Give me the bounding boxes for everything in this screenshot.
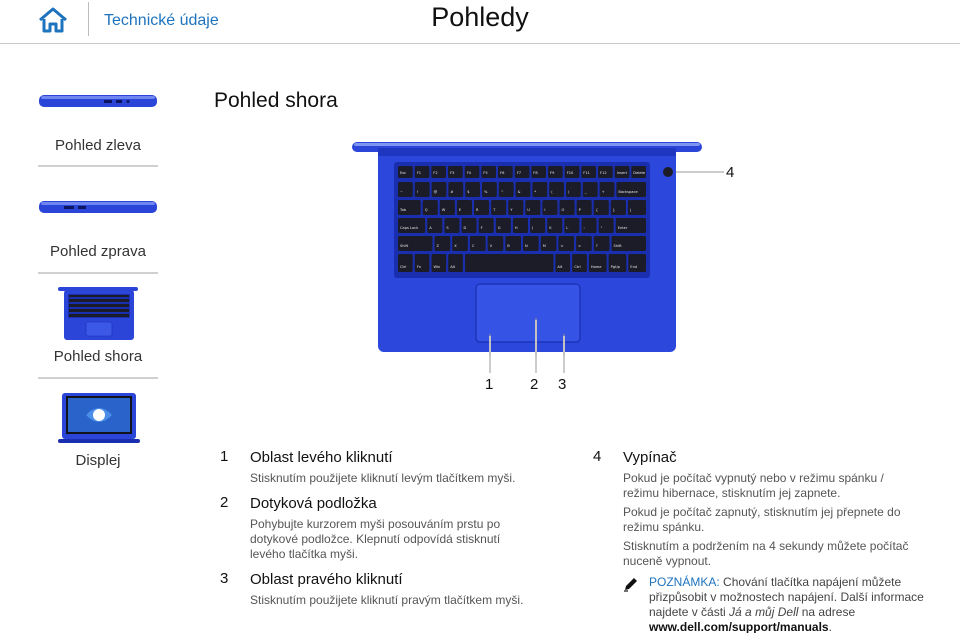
keyboard-key-label: F11 xyxy=(583,171,590,175)
sidebar-item-label: Displej xyxy=(75,452,121,469)
keyboard-key-label: : xyxy=(583,226,585,230)
keyboard-key-label: C xyxy=(471,244,475,248)
item-text: Stisknutím použijete kliknutí pravým tlačítkem myši. xyxy=(250,593,524,607)
keyboard-key-label: ? xyxy=(595,244,598,248)
item-title: Dotyková podložka xyxy=(250,495,377,512)
keyboard-key-label: + xyxy=(601,190,605,194)
note-label: POZNÁMKA: xyxy=(649,575,720,589)
descriptions-right xyxy=(593,448,943,633)
support-url-link[interactable]: www.dell.com/support/manuals xyxy=(649,620,829,633)
item-number: 1 xyxy=(220,448,229,465)
keyboard-key-label: F7 xyxy=(516,171,522,175)
keyboard-key-label: } xyxy=(612,208,616,212)
keyboard-key-label: Shift xyxy=(400,244,409,248)
keyboard-key-label: % xyxy=(484,190,488,194)
keyboard-key-label: * xyxy=(534,190,537,194)
keyboard-key-label: E xyxy=(458,208,462,212)
keyboard-key-label: Caps Lock xyxy=(400,226,419,230)
keyboard-key-label: X xyxy=(454,244,457,248)
item-title: Oblast levého kliknutí xyxy=(250,449,393,466)
keyboard-key-label: O xyxy=(561,208,565,212)
keyboard-key-label: Ctrl xyxy=(400,265,407,269)
keyboard-key-label: J xyxy=(532,226,534,230)
keyboard-key-label: F10 xyxy=(566,171,574,175)
keyboard-key-label: ! xyxy=(416,190,419,194)
keyboard-key-label: " xyxy=(600,226,603,230)
description-item xyxy=(593,448,943,633)
keyboard-key-label: G xyxy=(497,226,501,230)
pencil-icon xyxy=(623,576,639,592)
note-text-part: na adrese xyxy=(798,605,856,619)
keyboard-key-label: M xyxy=(542,244,546,248)
keyboard-key-label: F4 xyxy=(466,171,472,175)
item-title: Vypínač xyxy=(623,449,677,466)
keyboard-key-label: Y xyxy=(510,208,513,212)
note-text xyxy=(649,575,939,633)
keyboard-key-label: D xyxy=(463,226,467,230)
keyboard-key-label: F5 xyxy=(483,171,488,175)
keyboard-key-label: Q xyxy=(424,208,428,212)
keyboard-key-label: Home xyxy=(590,265,602,269)
keyboard-key-label: F8 xyxy=(533,171,538,175)
note-text-end: . xyxy=(828,620,832,633)
keyboard-key-label: Insert xyxy=(616,171,628,175)
keyboard-key-label: @ xyxy=(433,190,438,194)
callout-2: 2 xyxy=(530,376,539,393)
note-text-part: Chování tlačítka napájení můžete přizpůsobit v možnostech napájení. Další informace najdete v části xyxy=(649,575,924,619)
keyboard-key-label: A xyxy=(429,226,432,230)
keyboard-key-label: U xyxy=(527,208,530,212)
keyboard-key-label: F2 xyxy=(433,171,438,175)
keyboard-key-label: ^ xyxy=(500,190,504,194)
keyboard-key-label: | xyxy=(629,208,632,212)
keyboard-key-label: K xyxy=(549,226,552,230)
description-item xyxy=(220,448,550,486)
keyboard-key-label: F3 xyxy=(450,171,455,175)
keyboard-key-label: { xyxy=(595,208,598,212)
keyboard-key-label: R xyxy=(476,208,479,212)
keyboard-key-label: < xyxy=(560,244,564,248)
keyboard-key-label: Alt xyxy=(450,265,456,269)
keyboard-key-label: W xyxy=(441,208,446,212)
sidebar-item-label: Pohled zleva xyxy=(55,137,141,154)
sidebar-item-label: Pohled zprava xyxy=(50,243,146,260)
keyboard-key-label: N xyxy=(525,244,528,248)
keyboard-key-label: Alt xyxy=(557,265,563,269)
description-item xyxy=(220,570,550,608)
item-text: Pokud je počítač vypnutý nebo v režimu spánku / režimu hibernace, stisknutím jej zapnete. xyxy=(623,471,884,500)
keyboard-key-label: I xyxy=(544,208,546,212)
keyboard-key-label: L xyxy=(566,226,569,230)
descriptions-left xyxy=(220,448,550,616)
keyboard-key-label: Delete xyxy=(633,171,646,175)
item-text: Stisknutím použijete kliknutí levým tlačítkem myši. xyxy=(250,471,516,485)
keyboard-key-label: ) xyxy=(568,190,570,194)
keyboard-key-label: ( xyxy=(551,190,553,194)
item-title: Oblast pravého kliknutí xyxy=(250,571,403,588)
keyboard-key-label: Tab xyxy=(400,208,407,212)
keyboard-key-label: End xyxy=(630,265,638,269)
callout-4: 4 xyxy=(726,164,735,181)
keyboard-key-label: Esc xyxy=(400,171,407,175)
keyboard-key-label: F12 xyxy=(600,171,607,175)
keyboard-key-label: F6 xyxy=(500,171,505,175)
keyboard-key-label: T xyxy=(493,208,496,212)
keyboard-key-label: B xyxy=(507,244,510,248)
keyboard-key-label: Fn xyxy=(416,265,422,269)
keyboard-key-label: # xyxy=(450,190,454,194)
nav-link-technical-specs[interactable]: Technické údaje xyxy=(104,12,219,29)
keyboard-key-label: F1 xyxy=(416,171,422,175)
keyboard-key-label: V xyxy=(489,244,493,248)
item-number: 3 xyxy=(220,570,229,587)
callout-1: 1 xyxy=(485,376,494,393)
item-text: Pokud je počítač zapnutý, stisknutím jej přepnete do režimu spánku. xyxy=(623,505,901,534)
keyboard-key-label: Win xyxy=(433,265,441,269)
section-title: Pohled shora xyxy=(214,89,338,112)
description-item xyxy=(220,494,550,562)
keyboard-key-label: PgUp xyxy=(610,265,620,269)
keyboard-key-label: Z xyxy=(436,244,439,248)
keyboard-key-label: & xyxy=(517,190,521,194)
keyboard-key-label: F xyxy=(480,226,483,230)
keyboard-key-label: H xyxy=(514,226,518,230)
item-number: 2 xyxy=(220,494,229,511)
sidebar-item-label: Pohled shora xyxy=(53,348,143,365)
keyboard-key-label: Enter xyxy=(617,226,628,230)
keyboard-key-label: S xyxy=(446,226,449,230)
page-title: Pohledy xyxy=(431,2,529,32)
keyboard-key-label: F9 xyxy=(550,171,555,175)
keyboard-key-label: ~ xyxy=(400,190,404,194)
note xyxy=(623,575,943,633)
item-text: Stisknutím a podržením na 4 sekundy můžete počítač nuceně vypnout. xyxy=(623,539,909,568)
keyboard-key-label: > xyxy=(578,244,582,248)
keyboard-key-label: Ctrl xyxy=(574,265,581,269)
note-italic-ref: Já a můj Dell xyxy=(729,605,799,619)
keyboard-key-label: Shift xyxy=(613,244,622,248)
keyboard-key-label: Backspace xyxy=(618,190,638,194)
keyboard-key-label: $ xyxy=(467,190,470,194)
item-text: Pohybujte kurzorem myši posouváním prstu po dotykové podložce. Klepnutí odpovídá stisknutí levého tlačítka myši. xyxy=(250,517,501,561)
keyboard-key-label: _ xyxy=(584,190,587,194)
keyboard-key-label: P xyxy=(578,208,581,212)
callout-3: 3 xyxy=(558,376,567,393)
item-number: 4 xyxy=(593,448,602,465)
